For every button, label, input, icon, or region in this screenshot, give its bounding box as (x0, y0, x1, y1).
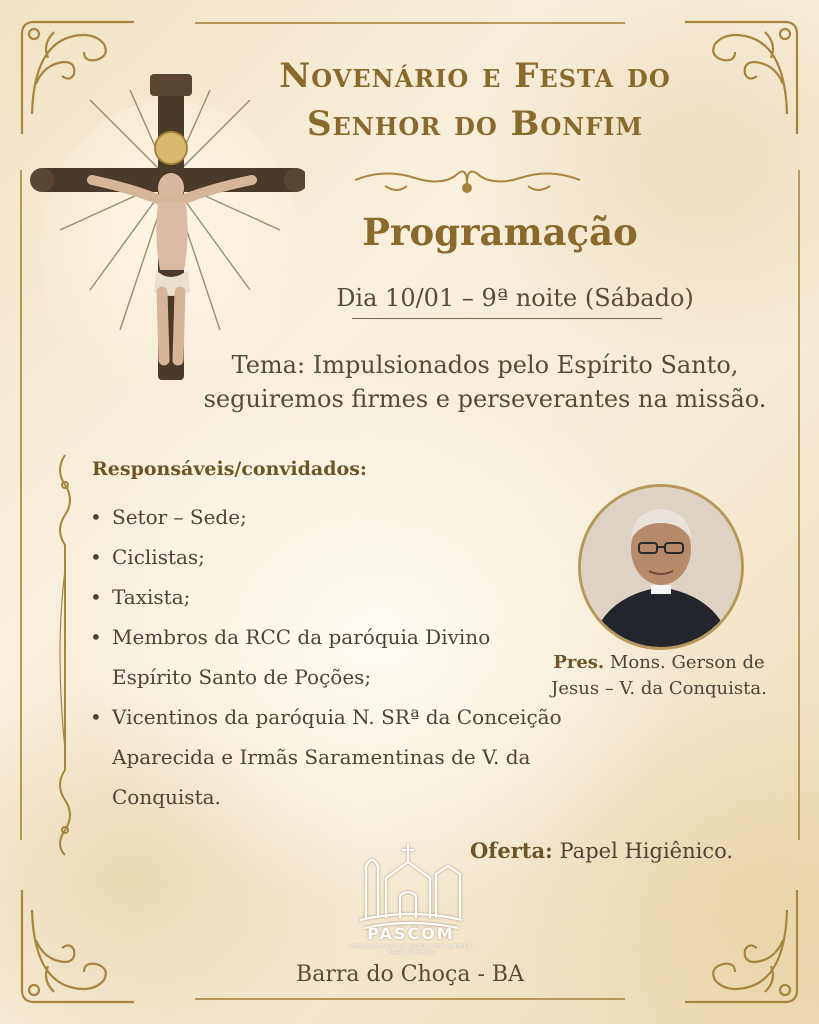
frame-bottom-line (195, 998, 625, 1000)
presider-caption (528, 650, 790, 702)
frame-left-line (20, 170, 22, 840)
pascom-logo-name: PASCOM (367, 924, 455, 943)
corner-ornament-bottom-right (675, 880, 805, 1010)
responsaveis-title: Responsáveis/convidados: (92, 458, 367, 480)
event-day: Dia 10/01 – 9ª noite (Sábado) (336, 284, 694, 312)
day-underline (352, 318, 662, 319)
oferta-value: Papel Higiênico. (559, 839, 734, 863)
poster-title-line1: Novenário e Festa do (279, 56, 671, 96)
poster-title-line2: Senhor do Bonfim (306, 104, 644, 144)
frame-right-line (798, 170, 800, 840)
flourish-divider-icon (345, 158, 590, 198)
list-item: • Setor – Sede; (88, 497, 648, 537)
list-item: • Taxista; (88, 577, 648, 617)
list-item: • Membros da RCC da paróquia Divino Espírito Santo de Poções; (88, 617, 552, 697)
frame-top-line (195, 22, 625, 24)
list-item: • Vicentinos da paróquia N. SRª da Conceição Aparecida e Irmãs Saramentinas de V. da Conquista. (88, 697, 622, 817)
location-footer: Barra do Choça - BA (296, 962, 524, 987)
oferta-label: Oferta: (470, 838, 553, 863)
corner-ornament-bottom-left (14, 880, 144, 1010)
presider-name: Mons. Gerson de Jesus – V. da Conquista. (551, 652, 767, 699)
programacao-heading: Programação (362, 210, 638, 254)
pascom-logo-subtitle: PARÓQUIA SENHOR DO BONFIM E STO. ANTONIO - BARRA DO CHOÇA (348, 944, 474, 956)
presider-photo (578, 484, 744, 650)
vine-ornament-icon (50, 450, 80, 860)
presider-label: Pres. (553, 652, 605, 673)
theme-text: Tema: Impulsionados pelo Espírito Santo, seguiremos firmes e perseverantes na missão. (203, 351, 767, 413)
list-item: • Ciclistas; (88, 537, 648, 577)
oferta-line (470, 838, 733, 863)
